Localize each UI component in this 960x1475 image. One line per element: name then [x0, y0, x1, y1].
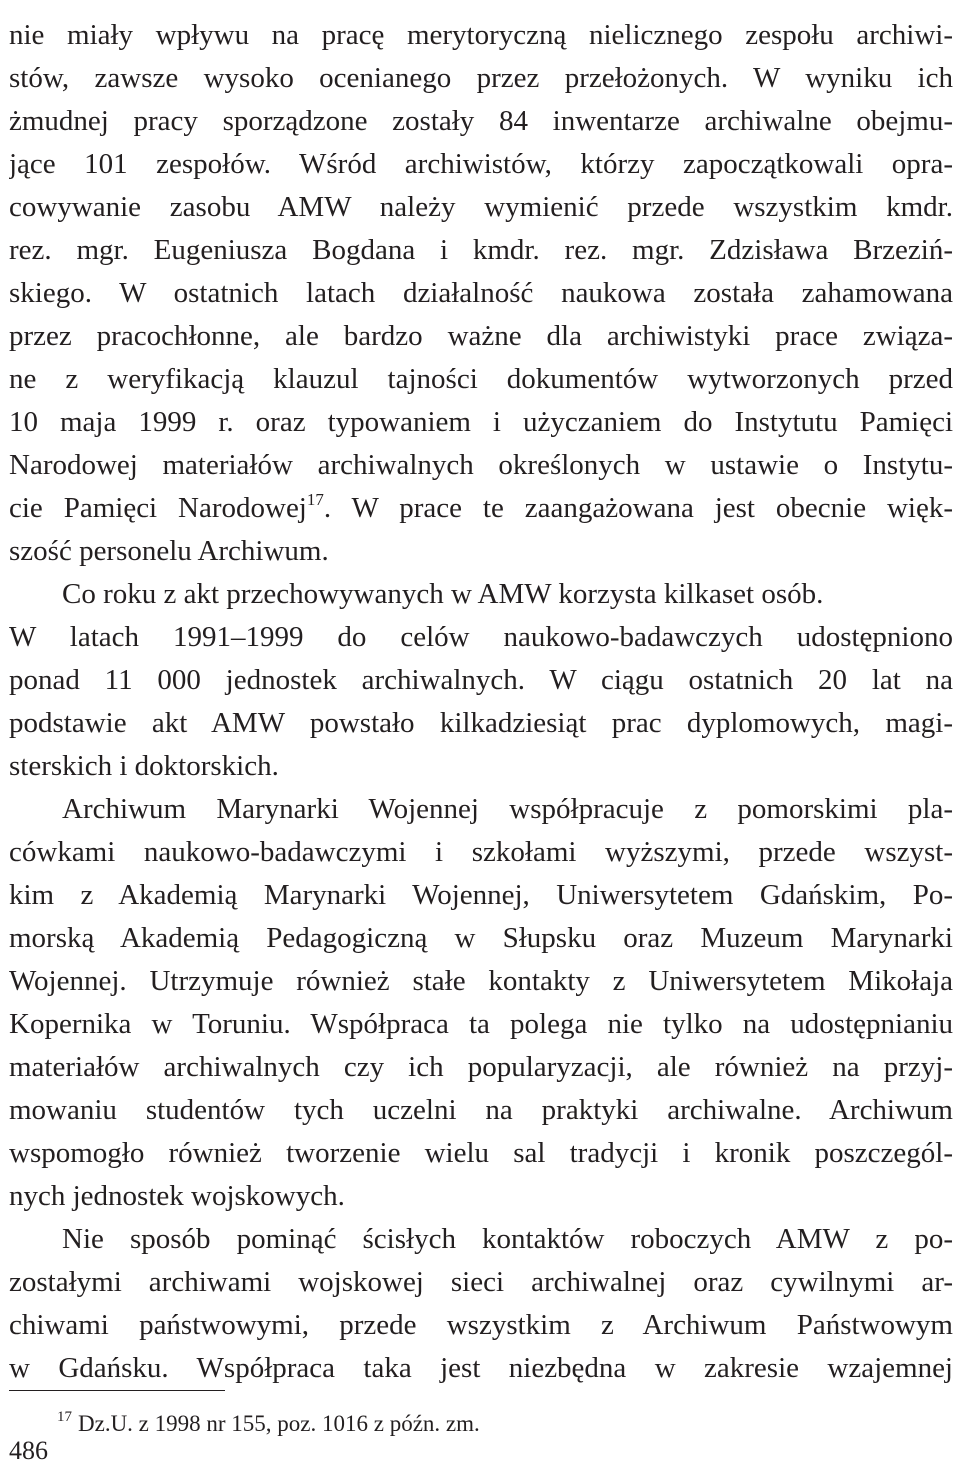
body-line: ponad 11 000 jednostek archiwalnych. W ciągu ostatnich 20 lat na — [9, 664, 953, 696]
body-line: Wojennej. Utrzymuje również stałe kontakty z Uniwersytetem Mikołaja — [9, 965, 953, 997]
body-line: skiego. W ostatnich latach działalność naukowa została zahamowana — [9, 277, 953, 309]
footnote — [57, 1407, 480, 1441]
body-line: kim z Akademią Marynarki Wojennej, Uniwersytetem Gdańskim, Po- — [9, 879, 953, 911]
body-line: sterskich i doktorskich. — [9, 750, 279, 782]
body-line: 10 maja 1999 r. oraz typowaniem i użyczaniem do Instytutu Pamięci — [9, 406, 953, 438]
body-line: stów, zawsze wysoko ocenianego przez przełożonych. W wyniku ich — [9, 62, 953, 94]
body-line: mowaniu studentów tych uczelni na praktyki archiwalne. Archiwum — [9, 1094, 953, 1126]
paragraph-first-line: Nie sposób pominąć ścisłych kontaktów roboczych AMW z po- — [62, 1223, 953, 1255]
body-line: chiwami państwowymi, przede wszystkim z Archiwum Państwowym — [9, 1309, 953, 1341]
footnote-separator — [9, 1390, 225, 1391]
body-line: żmudnej pracy sporządzone zostały 84 inwentarze archiwalne obejmu- — [9, 105, 953, 137]
body-line: cowywanie zasobu AMW należy wymienić przede wszystkim kmdr. — [9, 191, 953, 223]
body-line-with-footnote — [9, 487, 953, 529]
body-line: nie miały wpływu na pracę merytoryczną nielicznego zespołu archiwi- — [9, 19, 953, 51]
paragraph-first-line: Archiwum Marynarki Wojennej współpracuje z pomorskimi pla- — [62, 793, 953, 825]
body-line-segment: cie Pamięci Narodowej — [9, 492, 307, 524]
body-line: przez pracochłonne, ale bardzo ważne dla archiwistyki prace związa- — [9, 320, 953, 352]
body-line: jące 101 zespołów. Wśród archiwistów, którzy zapoczątkowali opra- — [9, 148, 953, 180]
body-line: morską Akademią Pedagogiczną w Słupsku oraz Muzeum Marynarki — [9, 922, 953, 954]
page-number: 486 — [9, 1436, 48, 1465]
body-line: nych jednostek wojskowych. — [9, 1180, 345, 1212]
footnote-text: Dz.U. z 1998 nr 155, poz. 1016 z późn. zm. — [78, 1411, 480, 1436]
footnote-mark: 17 — [57, 1409, 72, 1425]
body-line: Kopernika w Toruniu. Współpraca ta polega nie tylko na udostępnianiu — [9, 1008, 953, 1040]
footnote-reference: 17 — [306, 490, 324, 509]
body-line: W latach 1991–1999 do celów naukowo-badawczych udostępniono — [9, 621, 953, 653]
body-line-segment: . W prace te zaangażowana jest obecnie więk- — [323, 492, 953, 524]
body-line: ne z weryfikacją klauzul tajności dokumentów wytworzonych przed — [9, 363, 953, 395]
body-line: w Gdańsku. Współpraca taka jest niezbędna w zakresie wzajemnej — [9, 1352, 953, 1384]
body-line: Narodowej materiałów archiwalnych określonych w ustawie o Instytu- — [9, 449, 953, 481]
body-line: materiałów archiwalnych czy ich popularyzacji, ale również na przyj- — [9, 1051, 953, 1083]
paragraph-first-line: Co roku z akt przechowywanych w AMW korzysta kilkaset osób. — [62, 578, 824, 610]
body-line: zostałymi archiwami wojskowej sieci archiwalnej oraz cywilnymi ar- — [9, 1266, 953, 1298]
body-line: rez. mgr. Eugeniusza Bogdana i kmdr. rez. mgr. Zdzisława Brzeziń- — [9, 234, 953, 266]
body-line: cówkami naukowo-badawczymi i szkołami wyższymi, przede wszyst- — [9, 836, 953, 868]
body-line: wspomogło również tworzenie wielu sal tradycji i kronik poszczegól- — [9, 1137, 953, 1169]
body-line: podstawie akt AMW powstało kilkadziesiąt prac dyplomowych, magi- — [9, 707, 953, 739]
body-line: szość personelu Archiwum. — [9, 535, 329, 567]
